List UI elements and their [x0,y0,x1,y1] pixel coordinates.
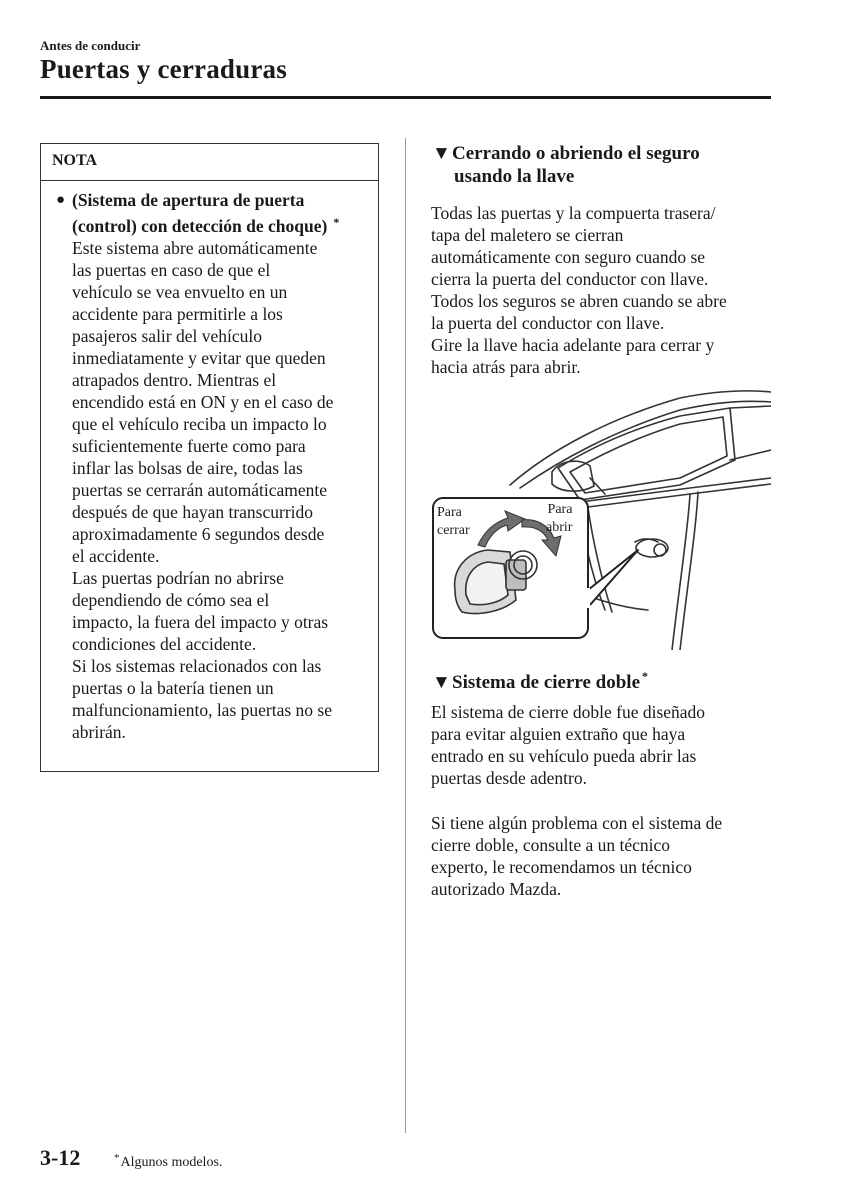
note-subheading [72,189,368,237]
car-door-illustration [430,390,771,650]
figure-label-lock-line2: cerrar [437,523,470,538]
note-subheading-text: (Sistema de apertura de puerta (control) con detección de choque) [72,190,328,236]
note-label: NOTA [41,144,378,181]
figure-label-unlock-line2: abrir [546,520,573,535]
section-heading-text: Sistema de cierre doble [452,672,641,693]
section-heading-line2: usando la llave [454,166,575,187]
page-title: Puertas y cerraduras [40,54,287,84]
bullet-icon: ● [56,192,66,208]
figure-label-lock-line1: Para [437,505,462,520]
figure-label-lock [437,504,470,540]
column-divider [405,138,406,1133]
title-divider [40,96,771,99]
section-heading-double-lock [432,665,648,694]
note-text: Este sistema abre automáticamente las puertas en caso de que el vehículo se vea envuelto en un accidente para permitirle a los pasajeros salir del vehículo inmediatamente y evitar que queden atrapados dentro. Mientras el encendido está en ON y en el caso de que el vehículo reciba un impacto lo suficientemente fuerte como para inflar las bolsas de aire, todas las puertas se cerrarán automáticamente después de que hayan transcurrido aproximadamente 6 segundos desde el accidente. Las puertas podrían no abrirse dependiendo de cómo sea el impacto, la fuera del impacto y otras condiciones del accidente. Si los sistemas relacionados con las puertas o la batería tienen un malfuncionamiento, las puertas no se abrirán. [72,238,334,742]
triangle-down-icon: ▼ [432,143,451,164]
footnote [114,1152,222,1171]
section-label: Antes de conducir [40,38,141,53]
note-body [41,181,378,743]
figure-label-unlock [546,501,572,537]
asterisk-icon: * [333,215,340,229]
asterisk-icon: * [114,1152,120,1164]
section-body-double-lock-2: Si tiene algún problema con el sistema de cierre doble, consulte a un técnico experto, le recomendamos un técnico autorizado Mazda. [431,813,723,899]
asterisk-icon: * [642,669,649,683]
section-body-double-lock-1: El sistema de cierre doble fue diseñado para evitar alguien extraño que haya entrado en su vehículo pueda abrir las puertas desde adentro. [431,702,706,788]
key-lock-illustration [430,390,771,650]
section-heading-key-locking [432,142,700,188]
section-heading-line1: Cerrando o abriendo el seguro [452,143,700,164]
footnote-text: Algunos modelos. [120,1155,223,1170]
note-box [40,143,379,772]
page-number: 3-12 [40,1145,81,1170]
section-body-key-locking: Todas las puertas y la compuerta trasera/ tapa del maletero se cierran automáticamente con seguro cuando se cierra la puerta del conductor con llave. Todos los seguros se abren cuando se abre la puerta del conductor con llave. Gire la llave hacia adelante para cerrar y hacia atrás para abrir. [431,203,727,377]
triangle-down-icon: ▼ [432,672,451,693]
figure-label-unlock-line1: Para [547,502,573,517]
